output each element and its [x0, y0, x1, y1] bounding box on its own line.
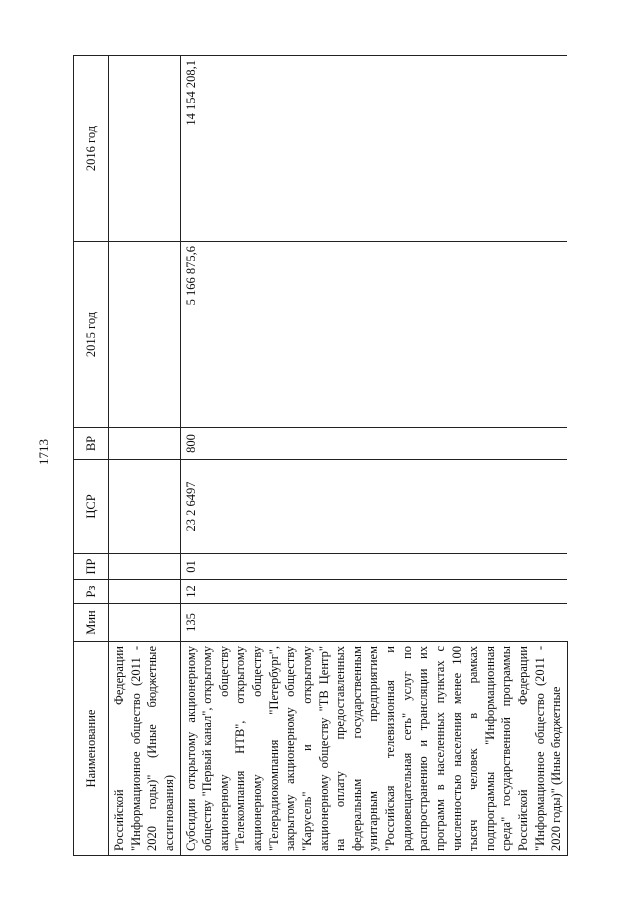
header-2016: 2016 год: [74, 56, 109, 242]
row-rz: 12: [180, 580, 567, 604]
row-name: Российской Федерации "Информационное общество (2011 - 2020 годы)" (Иные бюджетные ассигнования): [109, 642, 181, 856]
budget-table: [73, 55, 568, 856]
row-name: Субсидии открытому акционерному обществу "Первый канал", открытому акционерному обществу "Телекомпания НТВ", открытому акционерному обществу "Телерадиокомпания "Петербург", закрытому акционерному обществу "Карусель" и открытому акционерному обществу "ТВ Центр" на оплату предоставленных федеральным государственным унитарным предприятием "Российская телевизионная и радиовещательная сеть" услуг по распространению и трансляции их программ в населенных пунктах с численностью населения менее 100 тысяч человек в рамках подпрограммы "Информационная среда" государственной программы Российской Федерации "Информационное общество (2011 - 2020 годы)" (Иные бюджетные: [180, 642, 567, 856]
row-2015: [109, 242, 181, 428]
header-vr: ВР: [74, 428, 109, 460]
row-csr: 23 2 6497: [180, 460, 567, 554]
header-2015: 2015 год: [74, 242, 109, 428]
row-min: [109, 604, 181, 642]
row-rz: [109, 580, 181, 604]
row-csr: [109, 460, 181, 554]
row-vr: [109, 428, 181, 460]
row-pr: 01: [180, 554, 567, 580]
row-2015: 5 166 875,6: [180, 242, 567, 428]
table-row: [109, 56, 181, 856]
header-name: Наименование: [74, 642, 109, 856]
table-row: [180, 56, 567, 856]
header-min: Мин: [74, 604, 109, 642]
document-sheet: [73, 56, 613, 856]
header-csr: ЦСР: [74, 460, 109, 554]
row-pr: [109, 554, 181, 580]
row-2016: 14 154 208,1: [180, 56, 567, 242]
row-vr: 800: [180, 428, 567, 460]
table-header-row: [74, 56, 109, 856]
row-2016: [109, 56, 181, 242]
page-number: 1713: [36, 439, 51, 465]
row-min: 135: [180, 604, 567, 642]
header-rz: Рз: [74, 580, 109, 604]
header-pr: ПР: [74, 554, 109, 580]
